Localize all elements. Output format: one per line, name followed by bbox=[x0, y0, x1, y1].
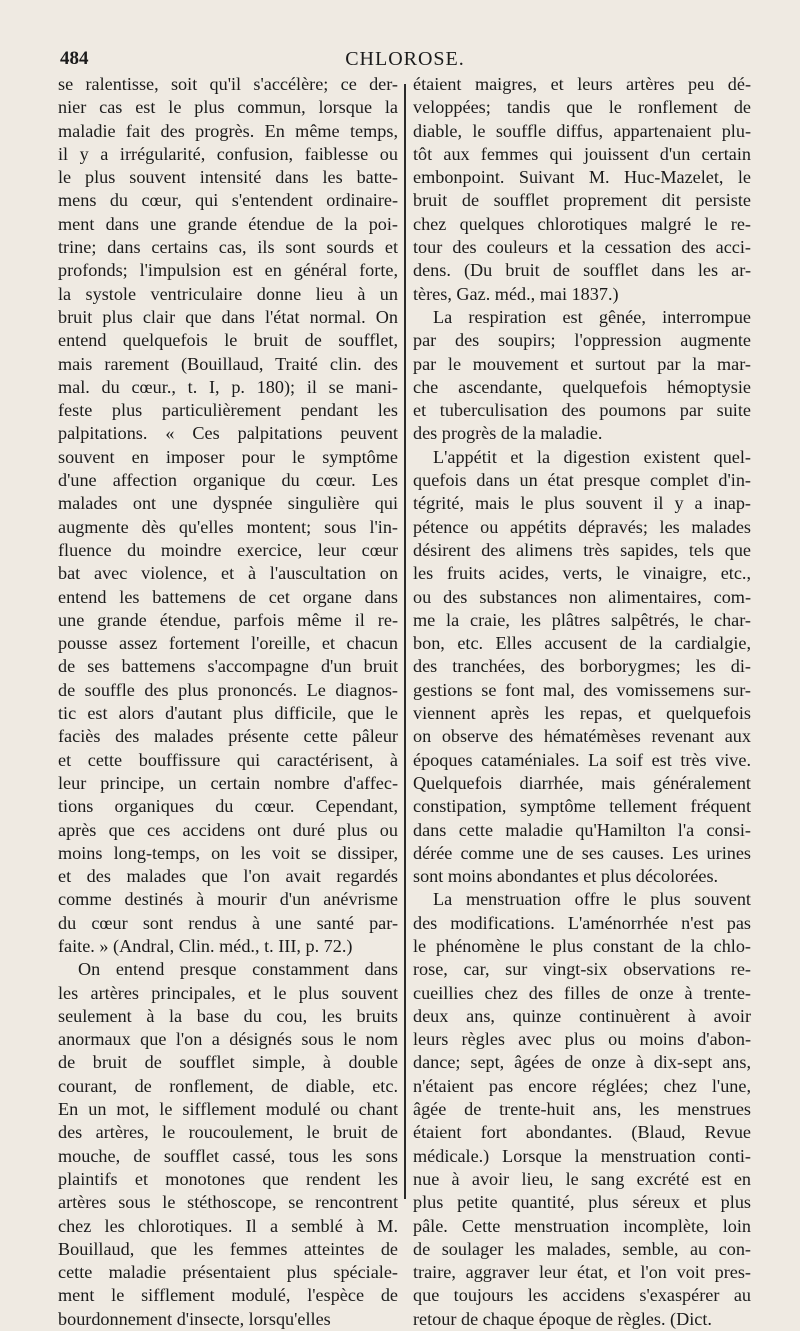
running-title: CHLOROSE. bbox=[345, 48, 465, 70]
text-line: n'étaient pas encore réglées; chez l'une, bbox=[413, 1075, 751, 1096]
text-line: dens. (Du bruit de soufflet dans les ar- bbox=[413, 260, 751, 281]
text-line: médicale.) Lorsque la menstruation conti- bbox=[413, 1145, 751, 1166]
text-line: deux ans, quinze continuèrent à avoir bbox=[413, 1005, 751, 1026]
text-line: mens du cœur, qui s'entendent ordinaire- bbox=[58, 190, 398, 211]
text-line: moins long-temps, on les voit se dissiper, bbox=[58, 842, 398, 863]
text-line: le phénomène le plus constant de la chlo- bbox=[413, 935, 751, 956]
text-line: après que ces accidens ont duré plus ou bbox=[58, 819, 398, 840]
text-line: pousse assez fortement l'oreille, et chacun bbox=[58, 633, 398, 654]
text-line: le plus souvent intensité dans les batte- bbox=[58, 167, 398, 188]
text-line: fluence du moindre exercice, leur cœur bbox=[58, 539, 398, 560]
text-line: des progrès de la maladie. bbox=[413, 423, 603, 444]
text-line: faciès des malades présente cette pâleur bbox=[58, 726, 398, 747]
text-line: mais rarement (Bouillaud, Traité clin. des bbox=[58, 353, 398, 374]
text-line: faite. » (Andral, Clin. méd., t. III, p. 72.) bbox=[58, 935, 353, 956]
text-line: chez les chlorotiques. Il a semblé à M. bbox=[58, 1215, 398, 1236]
text-line: cueillies chez des filles de onze à trente- bbox=[413, 982, 751, 1003]
text-line: bruit plus clair que dans l'état normal. On bbox=[58, 306, 398, 327]
text-line: veloppées; tandis que le ronflement de bbox=[413, 97, 751, 118]
text-line: L'appétit et la digestion existent quel- bbox=[433, 446, 751, 467]
text-line: che ascendante, quelquefois hémoptysie bbox=[413, 376, 751, 397]
text-line: par des soupirs; l'oppression augmente bbox=[413, 330, 751, 351]
text-line: plus petite quantité, plus séreux et plus bbox=[413, 1192, 751, 1213]
text-line: profonds; l'impulsion est en général forte, bbox=[58, 260, 398, 281]
text-line: étaient fort abondantes. (Blaud, Revue bbox=[413, 1122, 751, 1143]
text-line: des artères, le roucoulement, le bruit de bbox=[58, 1122, 398, 1143]
text-line: ou des substances non alimentaires, com- bbox=[413, 586, 751, 607]
text-line: leur principe, un certain nombre d'affec- bbox=[58, 772, 398, 793]
text-line: les fruits acides, verts, le vinaigre, etc., bbox=[413, 563, 751, 584]
text-line: souvent en imposer pour le symptôme bbox=[58, 446, 398, 467]
text-line: ment dans une grande étendue de la poi- bbox=[58, 213, 398, 234]
text-line: entend quelquefois le bruit de soufflet, bbox=[58, 330, 398, 351]
text-line: tères, Gaz. méd., mai 1837.) bbox=[413, 283, 619, 304]
text-line: se ralentisse, soit qu'il s'accélère; ce der- bbox=[58, 74, 398, 94]
text-line: viennent après les repas, et quelquefois bbox=[413, 703, 751, 724]
left-column bbox=[58, 73, 398, 1331]
text-line: artères sous le stéthoscope, se rencontrent bbox=[58, 1192, 398, 1213]
text-line: mouche, de soufflet cassé, tous les sons bbox=[58, 1145, 398, 1166]
page-number: 484 bbox=[60, 48, 89, 69]
text-line: chez quelques chlorotiques malgré le re- bbox=[413, 213, 751, 234]
text-line: la systole ventriculaire donne lieu à un bbox=[58, 283, 398, 304]
text-line: et cette bouffissure qui caractérisent, à bbox=[58, 749, 398, 770]
text-line: pétence ou appétits dépravés; les malades bbox=[413, 516, 751, 537]
text-line: tions organiques du cœur. Cependant, bbox=[58, 796, 398, 817]
text-line: tégrité, mais le plus souvent il y a inap- bbox=[413, 493, 751, 514]
text-line: comme destinés à mourir d'un anévrisme bbox=[58, 889, 398, 910]
text-line: nue à avoir lieu, le sang excrété est en bbox=[413, 1168, 751, 1189]
text-line: des modifications. L'aménorrhée n'est pas bbox=[413, 912, 751, 933]
page-header bbox=[60, 46, 750, 76]
text-line: courant, de ronflement, de diable, etc. bbox=[58, 1075, 398, 1096]
text-line: gestions se font mal, des vomissemens sur- bbox=[413, 679, 751, 700]
text-line: sont moins abondantes et plus décolorées. bbox=[413, 866, 719, 887]
text-line: de soulager les malades, semble, au con- bbox=[413, 1238, 751, 1259]
text-line: bourdonnement d'insecte, lorsqu'elles bbox=[58, 1308, 331, 1329]
right-column bbox=[413, 73, 751, 1331]
text-line: dance; sept, âgées de onze à dix-sept ans, bbox=[413, 1052, 751, 1073]
column-divider bbox=[404, 84, 406, 1199]
text-line: embonpoint. Suivant M. Huc-Mazelet, le bbox=[413, 167, 751, 188]
text-line: cette maladie présentaient plus spéciale- bbox=[58, 1262, 398, 1283]
text-line: augmente dès qu'elles montent; sous l'in- bbox=[58, 516, 398, 537]
text-line: tic est alors d'autant plus difficile, que le bbox=[58, 703, 398, 724]
text-line: maladie fait des progrès. En même temps, bbox=[58, 120, 398, 141]
text-line: anormaux que l'on a désignés sous le nom bbox=[58, 1029, 398, 1050]
text-line: Quelquefois diarrhée, mais généralement bbox=[413, 772, 751, 793]
text-line: du cœur sont rendus à une santé par- bbox=[58, 912, 398, 933]
text-line: me la craie, les plâtres salpêtrés, le char- bbox=[413, 609, 751, 630]
text-line: retour de chaque époque de règles. (Dict. bbox=[413, 1308, 712, 1329]
text-line: les artères principales, et le plus souvent bbox=[58, 982, 398, 1003]
text-line: La respiration est gênée, interrompue bbox=[433, 306, 751, 327]
text-line: étaient maigres, et leurs artères peu dé- bbox=[413, 74, 751, 94]
text-line: de ses battemens s'accompagne d'un bruit bbox=[58, 656, 398, 677]
text-line: de souffle des plus prononcés. Le diagnos- bbox=[58, 679, 398, 700]
text-line: On entend presque constamment dans bbox=[78, 959, 398, 980]
text-line: ment le sifflement modulé, l'espèce de bbox=[58, 1285, 398, 1306]
text-line: bat avec violence, et à l'auscultation on bbox=[58, 563, 398, 584]
text-line: plaintifs et monotones que rendent les bbox=[58, 1168, 398, 1189]
text-line: tour des couleurs et la cessation des acci- bbox=[413, 237, 751, 258]
text-line: La menstruation offre le plus souvent bbox=[433, 889, 751, 910]
text-line: mal. du cœur., t. I, p. 180); il se mani- bbox=[58, 376, 398, 397]
text-line: seulement à la base du cou, les bruits bbox=[58, 1005, 398, 1026]
text-line: entend les battemens de cet organe dans bbox=[58, 586, 398, 607]
text-line: nier cas est le plus commun, lorsque la bbox=[58, 97, 398, 118]
text-line: trine; dans certains cas, ils sont sourds et bbox=[58, 237, 398, 258]
text-line: bruit de soufflet proprement dit persiste bbox=[413, 190, 751, 211]
text-line: palpitations. « Ces palpitations peuvent bbox=[58, 423, 398, 444]
text-line: âgée de trente-huit ans, les menstrues bbox=[413, 1099, 751, 1120]
text-line: époques cataméniales. La soif est très vive. bbox=[413, 749, 751, 770]
text-line: et tuberculisation des poumons par suite bbox=[413, 400, 751, 421]
text-line: Bouillaud, que les femmes atteintes de bbox=[58, 1238, 398, 1259]
text-line: par le mouvement et surtout par la mar- bbox=[413, 353, 751, 374]
text-line: feste plus particulièrement pendant les bbox=[58, 400, 398, 421]
text-line: désirent des alimens très sapides, tels que bbox=[413, 539, 751, 560]
text-line: En un mot, le sifflement modulé ou chant bbox=[58, 1099, 398, 1120]
text-line: dans cette maladie qu'Hamilton l'a consi- bbox=[413, 819, 751, 840]
text-line: pâle. Cette menstruation incomplète, loin bbox=[413, 1215, 751, 1236]
text-line: bon, etc. Elles accusent de la cardialgie, bbox=[413, 633, 751, 654]
text-line: que toujours les accidens s'exaspérer au bbox=[413, 1285, 751, 1306]
text-line: constipation, symptôme tellement fréquent bbox=[413, 796, 751, 817]
text-line: on observe des hématémèses revenant aux bbox=[413, 726, 751, 747]
text-line: quefois dans un état presque complet d'in- bbox=[413, 470, 751, 491]
text-line: et des malades que l'on avait regardés bbox=[58, 866, 398, 887]
text-line: tôt aux femmes qui jouissent d'un certain bbox=[413, 143, 751, 164]
text-line: diable, le souffle diffus, appartenaient plu- bbox=[413, 120, 751, 141]
text-line: il y a irrégularité, confusion, faiblesse ou bbox=[58, 143, 398, 164]
text-line: rose, car, sur vingt-six observations re- bbox=[413, 959, 751, 980]
text-line: dérée comme une de ses causes. Les urines bbox=[413, 842, 751, 863]
text-line: une grande étendue, parfois même il re- bbox=[58, 609, 398, 630]
text-line: leurs règles avec plus ou moins d'abon- bbox=[413, 1029, 751, 1050]
text-line: malades ont une dyspnée singulière qui bbox=[58, 493, 398, 514]
text-line: traire, aggraver leur état, et l'on voit pres- bbox=[413, 1262, 751, 1283]
text-line: d'une affection organique du cœur. Les bbox=[58, 470, 398, 491]
text-line: de bruit de soufflet simple, à double bbox=[58, 1052, 398, 1073]
text-line: des tranchées, des borborygmes; les di- bbox=[413, 656, 751, 677]
